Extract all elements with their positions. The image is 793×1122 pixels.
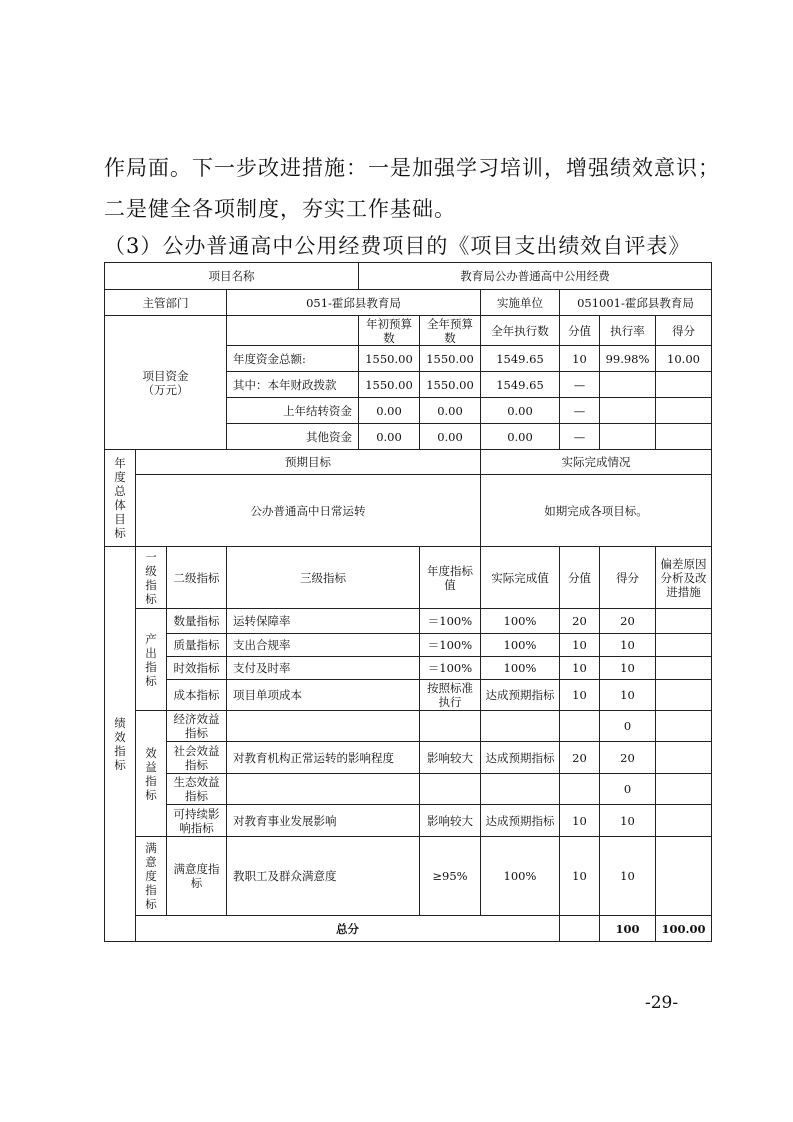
target-cell: [420, 774, 481, 805]
total-score: 100: [600, 916, 656, 942]
target-cell: [420, 711, 481, 742]
level2-cell: 社会效益指标: [167, 742, 227, 774]
level3-cell: 对教育机构正常运转的影响程度: [227, 742, 420, 774]
goal-header-row: [105, 450, 712, 475]
funds-annual: 1550.00: [420, 372, 481, 398]
funds-header: 全年预算数: [420, 316, 481, 346]
got-cell: 20: [600, 742, 656, 774]
department-label: 主管部门: [105, 290, 227, 316]
funds-row-label: 上年结转资金: [227, 398, 359, 424]
score-cell: 10: [560, 837, 600, 916]
actual-value-cell: 100%: [481, 634, 560, 657]
level2-cell: 可持续影响指标: [167, 805, 227, 837]
target-cell: ＝100%: [420, 657, 481, 680]
funds-rate: [600, 424, 656, 450]
funds-executed: 0.00: [481, 398, 560, 424]
level2-cell: 满意度指标: [167, 837, 227, 916]
deviation-cell: [656, 657, 712, 680]
level2-cell: 数量指标: [167, 609, 227, 634]
got-cell: 10: [600, 657, 656, 680]
level3-cell: [227, 774, 420, 805]
target-header: 年度指标值: [420, 547, 481, 609]
goal-content-row: [105, 475, 712, 547]
level2-cell: 生态效益指标: [167, 774, 227, 805]
funds-executed: 1549.65: [481, 372, 560, 398]
funds-rate: [600, 398, 656, 424]
funds-header: 得分: [656, 316, 712, 346]
funds-label-cell: [105, 316, 227, 450]
deviation-cell: [656, 837, 712, 916]
performance-indicator-label: 绩 效 指 标: [105, 547, 136, 942]
target-cell: ≥95%: [420, 837, 481, 916]
deviation-cell: [656, 634, 712, 657]
indicator-header-row: [105, 547, 712, 609]
deviation-cell: [656, 805, 712, 837]
score-cell: [560, 711, 600, 742]
expected-goal-label: 预期目标: [136, 450, 481, 475]
level2-header: 二级指标: [167, 547, 227, 609]
target-cell: 影响较大: [420, 805, 481, 837]
actual-result-text: 如期完成各项目标。: [481, 475, 712, 547]
funds-header: 分值: [560, 316, 600, 346]
funds-executed: 1549.65: [481, 346, 560, 372]
score-cell: 10: [560, 634, 600, 657]
funds-got: [656, 398, 712, 424]
actual-completion-label: 实际完成情况: [481, 450, 712, 475]
funds-row-label: 年度资金总额:: [227, 346, 359, 372]
level3-cell: 运转保障率: [227, 609, 420, 634]
actual-value-cell: [481, 711, 560, 742]
level3-cell: 项目单项成本: [227, 680, 420, 711]
funds-rate: 99.98%: [600, 346, 656, 372]
level3-cell: 支出合规率: [227, 634, 420, 657]
funds-got: 10.00: [656, 346, 712, 372]
actual-value-cell: 达成预期指标: [481, 680, 560, 711]
deviation-cell: [656, 609, 712, 634]
actual-value-cell: 达成预期指标: [481, 805, 560, 837]
deviation-cell: [656, 742, 712, 774]
satisfaction-indicator-label: 满 意 度 指 标: [136, 837, 167, 916]
body-paragraph-line: 作局面。下一步改进措施：一是加强学习培训，增强绩效意识；: [104, 156, 720, 180]
funds-executed: 0.00: [481, 424, 560, 450]
funds-score: —: [560, 372, 600, 398]
project-name-value: 教育局公办普通高中公用经费: [359, 263, 712, 290]
actual-value-cell: 100%: [481, 657, 560, 680]
actual-value-cell: 100%: [481, 609, 560, 634]
indicator-row: [105, 657, 712, 680]
funds-header: 全年执行数: [481, 316, 560, 346]
page-number: -29-: [645, 993, 679, 1013]
target-cell: ＝100%: [420, 609, 481, 634]
score-cell: 10: [560, 657, 600, 680]
expected-goal-text: 公办普通高中日常运转: [136, 475, 481, 547]
got-cell: 10: [600, 805, 656, 837]
got-cell: 10: [600, 634, 656, 657]
department-row: [105, 290, 712, 316]
deviation-cell: [656, 711, 712, 742]
actual-value-cell: 100%: [481, 837, 560, 916]
indicator-row: [105, 680, 712, 711]
funds-rate: [600, 372, 656, 398]
funds-header: 年初预算数: [359, 316, 420, 346]
indicator-row: [105, 742, 712, 774]
funds-annual: 0.00: [420, 398, 481, 424]
funds-row-label: 其他资金: [227, 424, 359, 450]
actual-value-header: 实际完成值: [481, 547, 560, 609]
level2-cell: 经济效益指标: [167, 711, 227, 742]
level3-cell: [227, 711, 420, 742]
indicator-row: [105, 805, 712, 837]
level2-cell: 质量指标: [167, 634, 227, 657]
funds-header-row: [105, 316, 712, 346]
funds-score: 10: [560, 346, 600, 372]
got-cell: 10: [600, 680, 656, 711]
indicator-row: [105, 634, 712, 657]
department-value: 051-霍邱县教育局: [227, 290, 481, 316]
indicator-row: [105, 609, 712, 634]
level3-cell: 支付及时率: [227, 657, 420, 680]
score-cell: [560, 774, 600, 805]
actual-value-cell: [481, 774, 560, 805]
benefit-indicator-label: 效 益 指 标: [136, 711, 167, 837]
target-cell: ＝100%: [420, 634, 481, 657]
got-cell: 20: [600, 609, 656, 634]
funds-header-blank: [227, 316, 359, 346]
total-got: 100.00: [656, 916, 712, 942]
deviation-cell: [656, 774, 712, 805]
performance-evaluation-table: [104, 262, 712, 942]
level3-header: 三级指标: [227, 547, 420, 609]
score-cell: 20: [560, 742, 600, 774]
target-cell: 影响较大: [420, 742, 481, 774]
funds-initial: 0.00: [359, 424, 420, 450]
annual-goal-label: 年 度 总 体 目 标: [105, 450, 136, 547]
level2-cell: 时效指标: [167, 657, 227, 680]
funds-annual: 0.00: [420, 424, 481, 450]
score-cell: 10: [560, 680, 600, 711]
got-cell: 10: [600, 837, 656, 916]
got-cell: 0: [600, 711, 656, 742]
funds-initial: 1550.00: [359, 346, 420, 372]
indicator-row: [105, 774, 712, 805]
funds-initial: 0.00: [359, 398, 420, 424]
implementer-label: 实施单位: [481, 290, 560, 316]
funds-header: 执行率: [600, 316, 656, 346]
funds-annual: 1550.00: [420, 346, 481, 372]
output-indicator-label: 产 出 指 标: [136, 609, 167, 711]
level1-header: 一 级 指 标: [136, 547, 167, 609]
funds-score: —: [560, 398, 600, 424]
level3-cell: 教职工及群众满意度: [227, 837, 420, 916]
score-cell: 20: [560, 609, 600, 634]
funds-score: —: [560, 424, 600, 450]
total-blank: [560, 916, 600, 942]
level2-cell: 成本指标: [167, 680, 227, 711]
target-cell: 按照标准执行: [420, 680, 481, 711]
total-row: [105, 916, 712, 942]
total-label: 总分: [136, 916, 560, 942]
funds-label: 项目资金: [142, 368, 189, 383]
score-header: 分值: [560, 547, 600, 609]
deviation-cell: [656, 680, 712, 711]
funds-unit: （万元）: [142, 382, 189, 397]
section-heading: （3）公办普通高中公用经费项目的《项目支出绩效自评表》: [104, 234, 691, 258]
score-cell: 10: [560, 805, 600, 837]
funds-got: [656, 372, 712, 398]
indicator-row: [105, 837, 712, 916]
body-paragraph-line: 二是健全各项制度，夯实工作基础。: [104, 197, 456, 221]
project-name-label: 项目名称: [105, 263, 359, 290]
project-name-row: [105, 263, 712, 290]
got-cell: 0: [600, 774, 656, 805]
funds-initial: 1550.00: [359, 372, 420, 398]
actual-value-cell: 达成预期指标: [481, 742, 560, 774]
implementer-value: 051001-霍邱县教育局: [560, 290, 712, 316]
indicator-row: [105, 711, 712, 742]
deviation-header: 偏差原因分析及改进措施: [656, 547, 712, 609]
funds-row-label: 其中：本年财政拨款: [227, 372, 359, 398]
funds-got: [656, 424, 712, 450]
got-header: 得分: [600, 547, 656, 609]
level3-cell: 对教育事业发展影响: [227, 805, 420, 837]
